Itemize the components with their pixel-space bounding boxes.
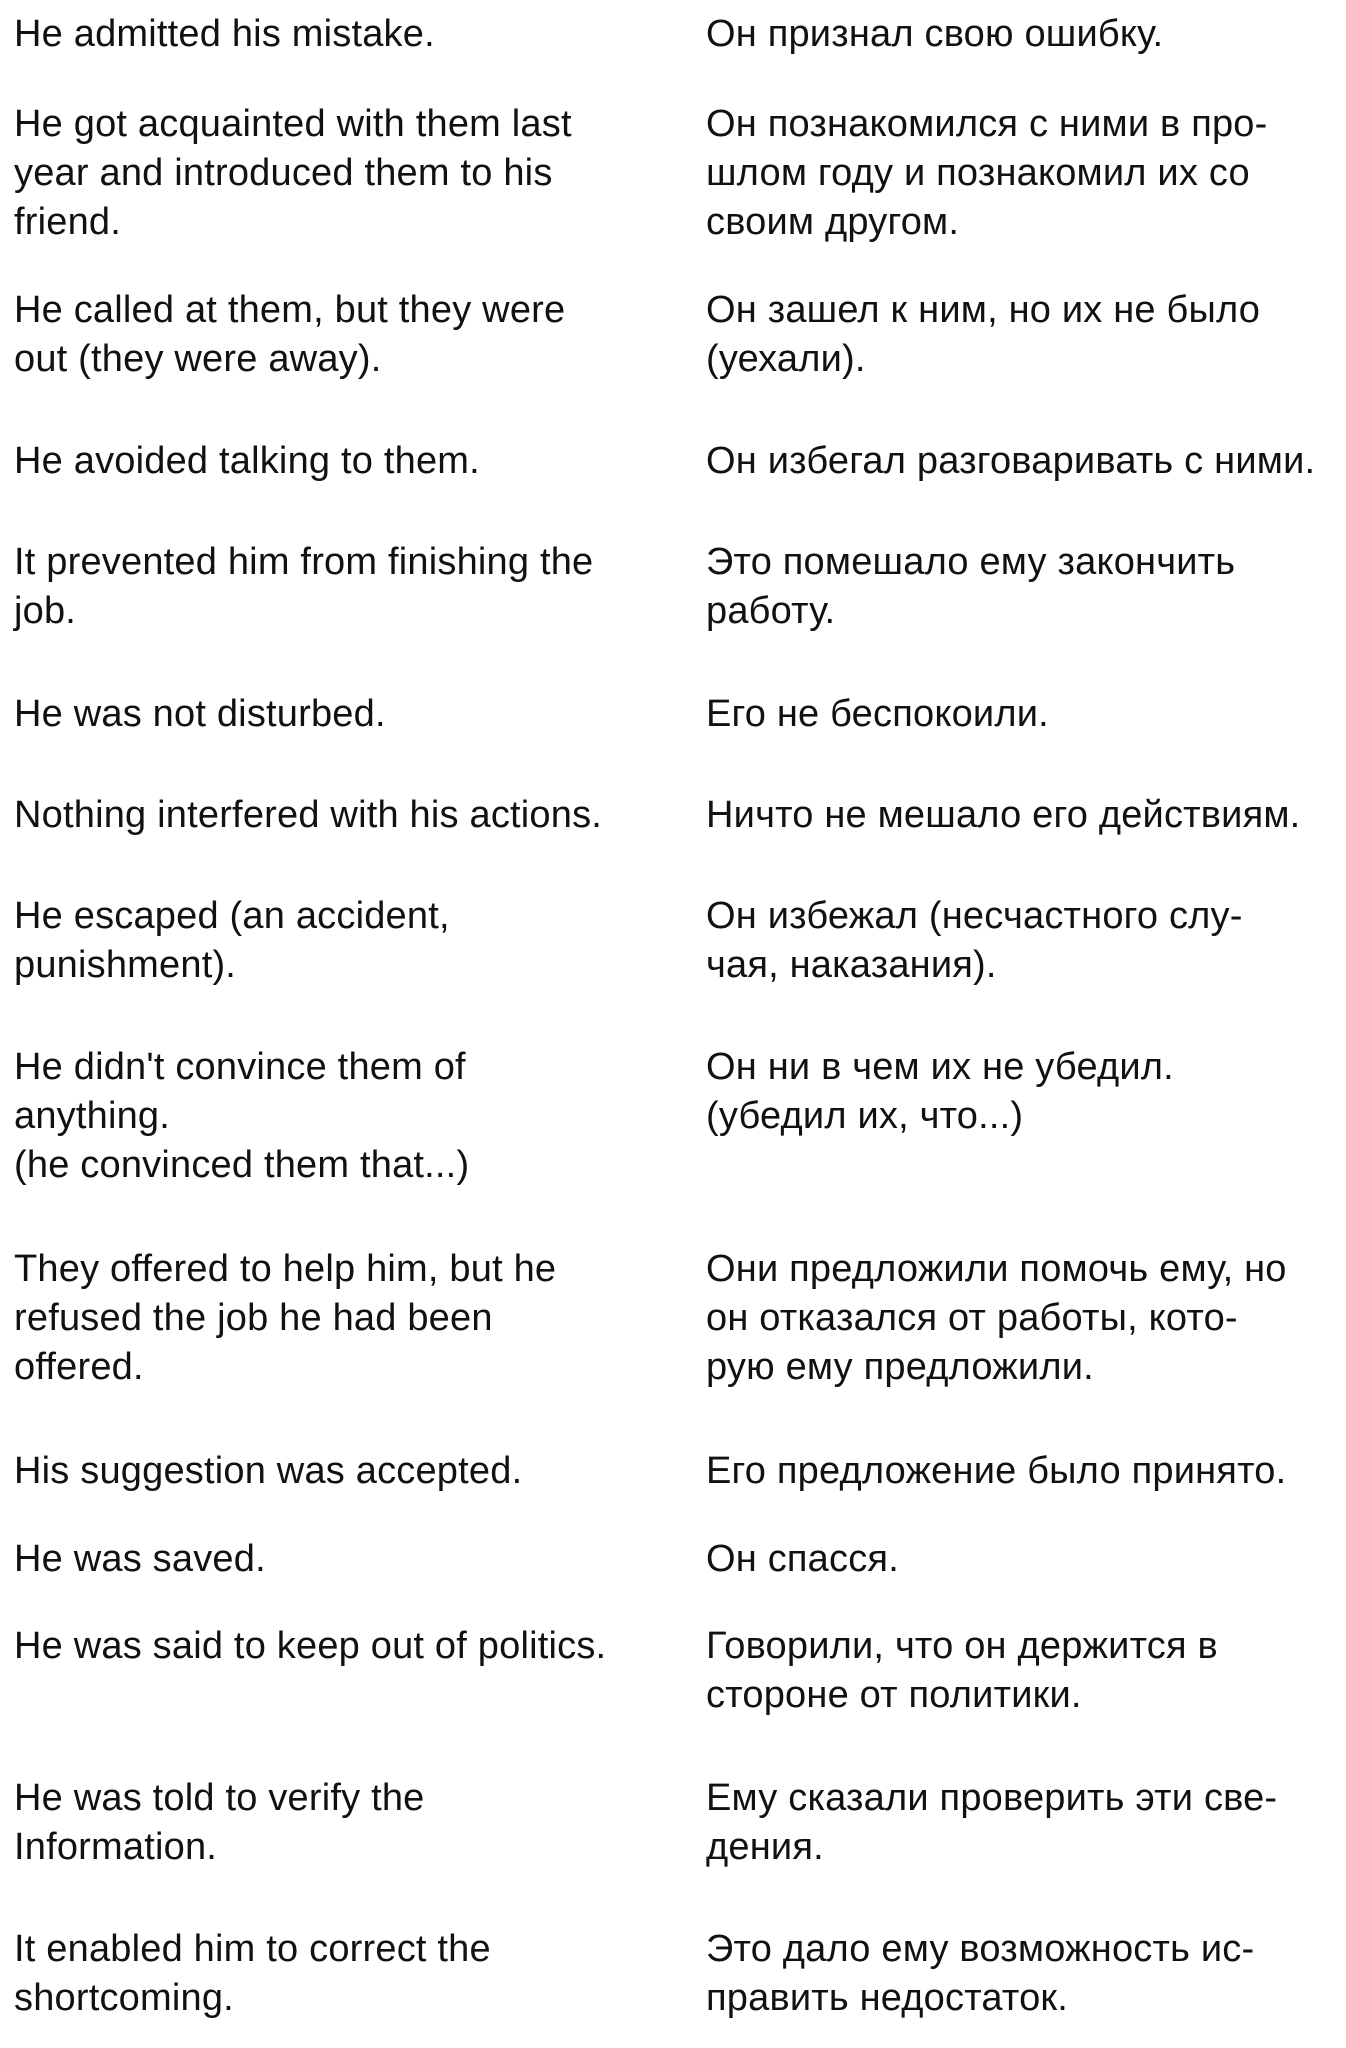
russian-translation: Это дало ему возможность ис- править недостаток.: [706, 1928, 1255, 2019]
russian-translation: Они предложили помочь ему, но он отказался от работы, кото- рую ему предложили.: [706, 1248, 1287, 1388]
english-phrase: He avoided talking to them.: [14, 440, 480, 482]
russian-translation: Он спасся.: [706, 1538, 899, 1580]
english-phrase: He escaped (an accident, punishment).: [14, 895, 450, 986]
english-phrase: He was told to verify the Information.: [14, 1777, 425, 1868]
english-phrase: He admitted his mistake.: [14, 13, 435, 55]
russian-translation: Ему сказали проверить эти све- дения.: [706, 1777, 1278, 1868]
english-phrase: His suggestion was accepted.: [14, 1450, 523, 1492]
english-phrase: He didn't convince them of anything. (he convinced them that...): [14, 1046, 470, 1186]
russian-translation: Говорили, что он держится в стороне от политики.: [706, 1625, 1218, 1716]
russian-translation: Он избежал (несчастного слу- чая, наказания).: [706, 895, 1243, 986]
english-phrase: He was said to keep out of politics.: [14, 1625, 607, 1667]
english-phrase: It enabled him to correct the shortcoming.: [14, 1928, 491, 2019]
russian-translation: Он познакомился с ними в про- шлом году и познакомил их со своим другом.: [706, 103, 1268, 243]
english-phrase: He was saved.: [14, 1538, 266, 1580]
russian-translation: Он зашел к ним, но их не было (уехали).: [706, 289, 1261, 380]
russian-translation: Он избегал разговаривать с ними.: [706, 440, 1316, 482]
english-phrase: He called at them, but they were out (they were away).: [14, 289, 566, 380]
russian-translation: Это помешало ему закончить работу.: [706, 541, 1236, 632]
russian-translation: Его не беспокоили.: [706, 693, 1049, 735]
russian-translation: Ничто не мешало его действиям.: [706, 794, 1301, 836]
english-phrase: Nothing interfered with his actions.: [14, 794, 603, 836]
english-phrase: It prevented him from finishing the job.: [14, 541, 594, 632]
russian-translation: Он признал свою ошибку.: [706, 13, 1164, 55]
russian-translation: Он ни в чем их не убедил. (убедил их, что...): [706, 1046, 1174, 1137]
english-phrase: He got acquainted with them last year and introduced them to his friend.: [14, 103, 572, 243]
russian-translation: Его предложение было принято.: [706, 1450, 1287, 1492]
english-phrase: He was not disturbed.: [14, 693, 386, 735]
english-phrase: They offered to help him, but he refused the job he had been offered.: [14, 1248, 557, 1388]
